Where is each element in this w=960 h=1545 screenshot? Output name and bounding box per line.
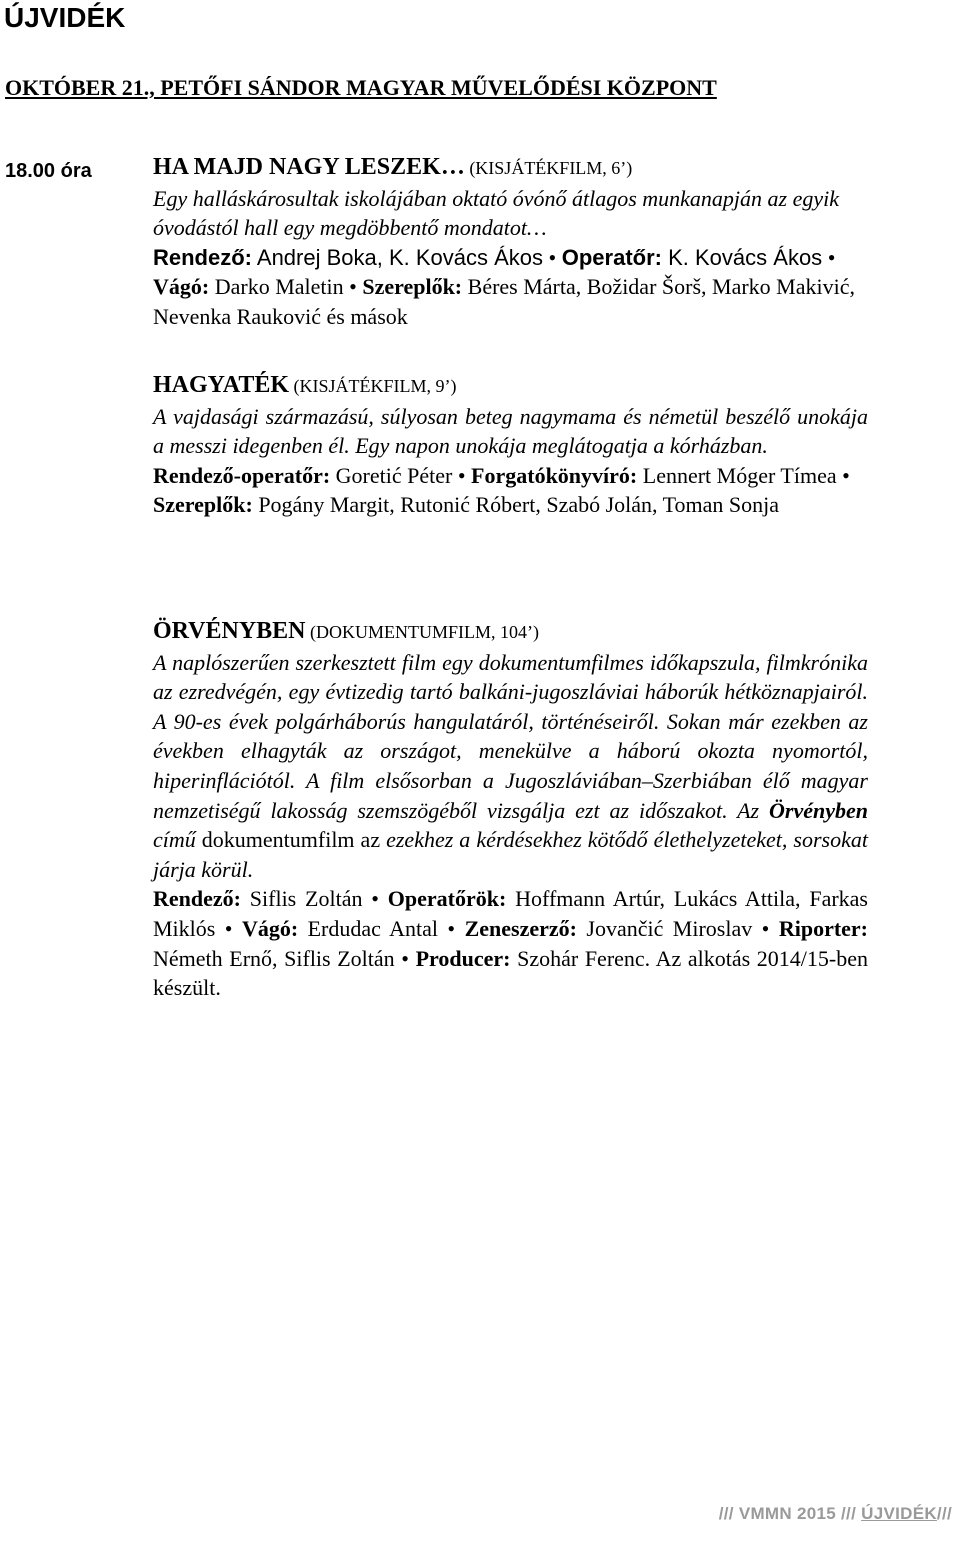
description-text: ezekhez a kérdésekhez kötődő élethelyzeteket, sorsokat járja körül.: [153, 827, 868, 882]
film-credits: [153, 461, 868, 520]
bullet-separator: •: [394, 945, 416, 971]
description-film-title: Örvényben: [769, 797, 868, 823]
credit-value: Darko Maletin: [209, 274, 344, 300]
credit-value: K. Kovács Ákos: [662, 244, 823, 270]
bullet-separator: •: [215, 915, 242, 941]
bullet-separator: •: [822, 244, 836, 270]
credit-label: Vágó:: [153, 274, 210, 300]
credit-value: Siflis Zoltán: [240, 886, 363, 912]
film-heading: [153, 370, 868, 402]
credit-label: Zeneszerző:: [464, 915, 577, 941]
credit-value: Lennert Móger Tímea: [637, 462, 837, 488]
film-title: HAGYATÉK: [153, 372, 290, 398]
bullet-separator: •: [836, 462, 850, 488]
credit-value: Szohár Ferenc.: [510, 945, 651, 971]
description-text: A naplószerűen szerkesztett film egy dokumentumfilmes időkapszula, filmkrónika az ezredvégén, egy évtizedig tartó balkáni-jugoszláviai háborúk hétköznapjairól. A 90-es évek polgárháborús hangulatáról, történéseiről. Sokan már ezekben az években elhagyták az országot, menekülve a háború okozta nyomortól, hiperinflációtól. A film elsősorban a Jugoszláviában–Szerbiában élő magyar nemzetiségű lakosság szemszögéből vizsgálja ezt az időszakot. Az: [153, 649, 868, 823]
credit-label: Rendező:: [153, 886, 241, 912]
credit-label: Operatőrök:: [387, 886, 507, 912]
page-footer: [719, 1504, 952, 1524]
description-text: című: [153, 827, 202, 853]
credit-value: Hoffmann Artúr, Lukács Attila, Farkas Miklós: [153, 886, 868, 941]
date-venue-heading: OKTÓBER 21., PETŐFI SÁNDOR MAGYAR MŰVELŐDÉSI KÖZPONT: [5, 75, 717, 100]
bullet-separator: •: [362, 886, 388, 912]
film-entry-3: [153, 616, 868, 1003]
film-credits: [153, 884, 868, 1002]
film-heading: [153, 152, 868, 184]
closing-note: Az alkotás 2014/15-ben készült.: [153, 945, 868, 1001]
credit-value: Németh Ernő, Siflis Zoltán: [153, 945, 395, 971]
credit-value: Goretić Péter: [330, 462, 453, 488]
credit-label: Szereplők:: [153, 492, 253, 518]
screening-time: 18.00 óra: [5, 160, 92, 182]
credit-value: Jovančić Miroslav: [576, 915, 753, 941]
film-title: ÖRVÉNYBEN: [153, 618, 306, 644]
credit-label: Operatőr:: [561, 244, 662, 270]
footer-city: ÚJVIDÉK: [861, 1504, 937, 1523]
bullet-separator: •: [752, 915, 779, 941]
film-type: (DOKUMENTUMFILM, 104’): [305, 622, 539, 642]
film-heading: [153, 616, 868, 648]
credit-label: Riporter:: [778, 915, 869, 941]
bullet-separator: •: [343, 274, 363, 300]
film-entry-1: [153, 152, 868, 332]
description-text: dokumentumfilm az: [201, 827, 381, 853]
credit-label: Szereplők:: [362, 274, 463, 300]
film-description: [153, 648, 868, 885]
credit-value: Béres Márta, Božidar Šorš, Marko Makivić, Nevenka Rauković és mások: [153, 274, 855, 329]
film-title: HA MAJD NAGY LESZEK…: [153, 154, 465, 180]
film-description: Egy halláskárosultak iskolájában oktató óvónő átlagos munkanapján az egyik óvodástól hall egy megdöbbentő mondatot…: [153, 185, 839, 241]
credit-label: Rendező:: [153, 244, 252, 270]
city-heading: ÚJVIDÉK: [4, 2, 126, 33]
footer-prefix: /// VMMN 2015 ///: [718, 1504, 862, 1523]
bullet-separator: •: [452, 462, 472, 488]
credit-label: Vágó:: [241, 915, 299, 941]
credit-label: Producer:: [415, 945, 511, 971]
credit-value: Pogány Margit, Rutonić Róbert, Szabó Jolán, Toman Sonja: [252, 492, 780, 518]
credit-label: Rendező-operatőr:: [153, 462, 331, 488]
film-description: A vajdasági származású, súlyosan beteg nagymama és németül beszélő unokája a messzi idegenben él. Egy napon unokája meglátogatja a kórházban.: [153, 403, 868, 459]
credit-label: Forgatókönyvíró:: [471, 462, 638, 488]
credit-value: Andrej Boka, K. Kovács Ákos: [252, 244, 544, 270]
film-credits: [153, 243, 868, 332]
credit-value: Erdudac Antal: [298, 915, 438, 941]
bullet-separator: •: [543, 244, 562, 270]
film-type: (KISJÁTÉKFILM, 9’): [289, 376, 457, 396]
footer-suffix: ///: [936, 1504, 952, 1523]
film-type: (KISJÁTÉKFILM, 6’): [464, 158, 633, 178]
film-entry-2: [153, 370, 868, 520]
bullet-separator: •: [438, 915, 465, 941]
